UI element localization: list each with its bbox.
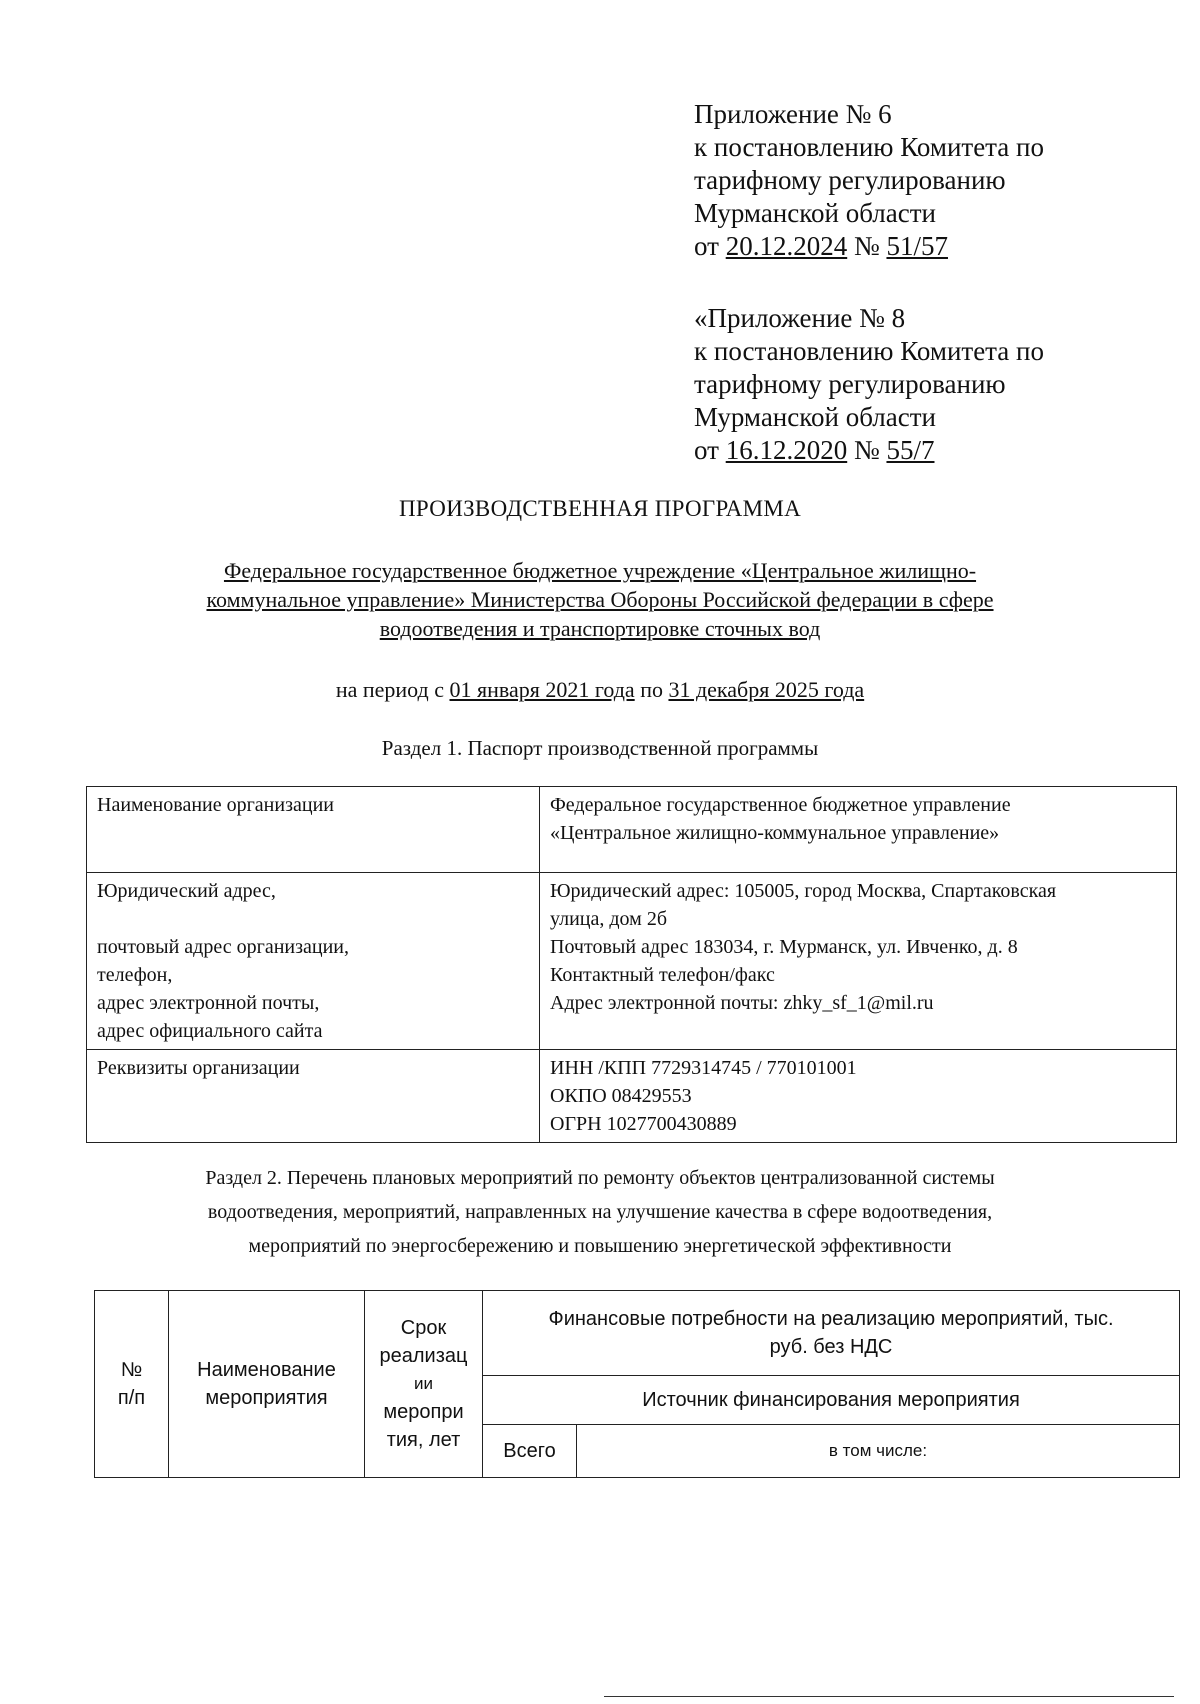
section-2-line1: Раздел 2. Перечень плановых мероприятий по ремонту объектов централизованной системы: [205, 1167, 995, 1189]
appendix-6-line1: Приложение № 6: [694, 99, 892, 129]
requisites-inn: ИНН /КПП 7729314745 / 770101001: [550, 1057, 857, 1079]
appendix-8-number: 55/7: [886, 435, 935, 465]
address-value-postal: Почтовый адрес 183034, г. Мурманск, ул. Ивченко, д. 8: [550, 936, 1018, 958]
appendix-8-line4: Мурманской области: [694, 402, 936, 432]
appendix-8-number-prefix: №: [847, 435, 887, 465]
col-term-header: [365, 1291, 483, 1478]
requisites-ogrn: ОГРН 1027700430889: [550, 1113, 737, 1135]
section-2-line2: водоотведения, мероприятий, направленных на улучшение качества в сфере водоотведения,: [207, 1201, 993, 1223]
address-label-phone: телефон,: [97, 964, 173, 986]
appendix-8-date-line: [694, 434, 1044, 467]
appendix-8-line1: «Приложение № 8: [694, 303, 906, 333]
section-1-title: Раздел 1. Паспорт производственной программы: [381, 736, 819, 760]
appendix-6-number: 51/57: [886, 231, 948, 261]
section-2-line3: мероприятий по энергосбережению и повышению энергетической эффективности: [248, 1235, 952, 1257]
col-number-line2: п/п: [117, 1387, 146, 1409]
program-period: [0, 677, 1200, 703]
section-2-title: [0, 1161, 1200, 1263]
plan-table: [94, 1290, 1180, 1478]
appendix-6-header: [694, 98, 1044, 263]
appendix-8-line3: тарифному регулированию: [694, 369, 1006, 399]
appendix-6-line4: Мурманской области: [694, 198, 936, 228]
address-label-site: адрес официального сайта: [97, 1020, 323, 1042]
col-term-line3: ии: [414, 1374, 433, 1393]
page-bottom-line: [604, 1696, 1174, 1697]
period-end: 31 декабря 2025 года: [668, 677, 865, 702]
col-term-line1: Срок: [400, 1317, 447, 1339]
address-value-legal: Юридический адрес: 105005, город Москва, Спартаковская: [550, 880, 1057, 902]
col-name-header: [169, 1291, 365, 1478]
passport-name-value: [540, 787, 1177, 873]
passport-row-name: [87, 787, 1177, 873]
address-label-postal: почтовый адрес организации,: [97, 936, 349, 958]
appendix-6-date-line: [694, 230, 1044, 263]
passport-name-value-line2: «Центральное жилищно-коммунальное управление»: [550, 822, 1000, 844]
passport-name-label: [87, 787, 540, 873]
col-financial-header: [483, 1291, 1180, 1376]
col-number-header: [95, 1291, 169, 1478]
col-term-line5: тия, лет: [386, 1429, 461, 1451]
address-value-phone: Контактный телефон/факс: [550, 964, 775, 986]
passport-requisites-value: [540, 1050, 1177, 1143]
address-label-legal: Юридический адрес,: [97, 880, 276, 902]
col-term-line4: меропри: [383, 1401, 464, 1423]
appendix-8-date-prefix: от: [694, 435, 726, 465]
col-term-line2: реализац: [379, 1345, 468, 1367]
col-financial-line1: Финансовые потребности на реализацию мероприятий, тыс.: [548, 1308, 1114, 1330]
appendix-6-line2: к постановлению Комитета по: [694, 132, 1044, 162]
address-value-email: Адрес электронной почты: zhky_sf_1@mil.ru: [550, 992, 934, 1014]
passport-requisites-label: [87, 1050, 540, 1143]
passport-row-requisites: [87, 1050, 1177, 1143]
passport-address-label: [87, 873, 540, 1050]
period-start: 01 января 2021 года: [449, 677, 635, 702]
appendix-8-header: [694, 302, 1044, 467]
passport-table: [86, 786, 1177, 1143]
plan-header-row-1: [95, 1291, 1180, 1376]
requisites-label-text: Реквизиты организации: [97, 1057, 300, 1079]
passport-address-value: [540, 873, 1177, 1050]
requisites-okpo: ОКПО 08429553: [550, 1085, 692, 1107]
col-source-header: Источник финансирования мероприятия: [483, 1376, 1180, 1425]
address-value-legal-cont: улица, дом 2б: [550, 908, 668, 930]
appendix-6-line3: тарифному регулированию: [694, 165, 1006, 195]
col-name-line1: Наименование: [197, 1359, 336, 1381]
organization-line3: водоотведения и транспортировке сточных вод: [379, 616, 821, 641]
col-including-header: в том числе:: [577, 1425, 1180, 1478]
period-prefix: на период с: [335, 677, 450, 702]
address-label-email: адрес электронной почты,: [97, 992, 320, 1014]
col-name-line2: мероприятия: [205, 1387, 328, 1409]
appendix-8-date: 16.12.2020: [725, 435, 848, 465]
organization-name: [0, 556, 1200, 643]
period-middle: по: [634, 677, 669, 702]
appendix-6-date-prefix: от: [694, 231, 726, 261]
passport-name-value-line1: Федеральное государственное бюджетное управление: [550, 794, 1011, 816]
organization-line2: коммунальное управление» Министерства Обороны Российской федерации в сфере: [206, 587, 994, 612]
appendix-6-number-prefix: №: [847, 231, 887, 261]
document-title: ПРОИЗВОДСТВЕННАЯ ПРОГРАММА: [399, 496, 801, 521]
organization-line1: Федеральное государственное бюджетное учреждение «Центральное жилищно-: [223, 558, 977, 583]
appendix-6-date: 20.12.2024: [725, 231, 848, 261]
passport-name-label-text: Наименование организации: [97, 794, 334, 816]
col-number-line1: №: [120, 1359, 143, 1381]
appendix-8-line2: к постановлению Комитета по: [694, 336, 1044, 366]
col-total-header: Всего: [483, 1425, 577, 1478]
col-financial-line2: руб. без НДС: [769, 1336, 893, 1358]
passport-row-address: [87, 873, 1177, 1050]
